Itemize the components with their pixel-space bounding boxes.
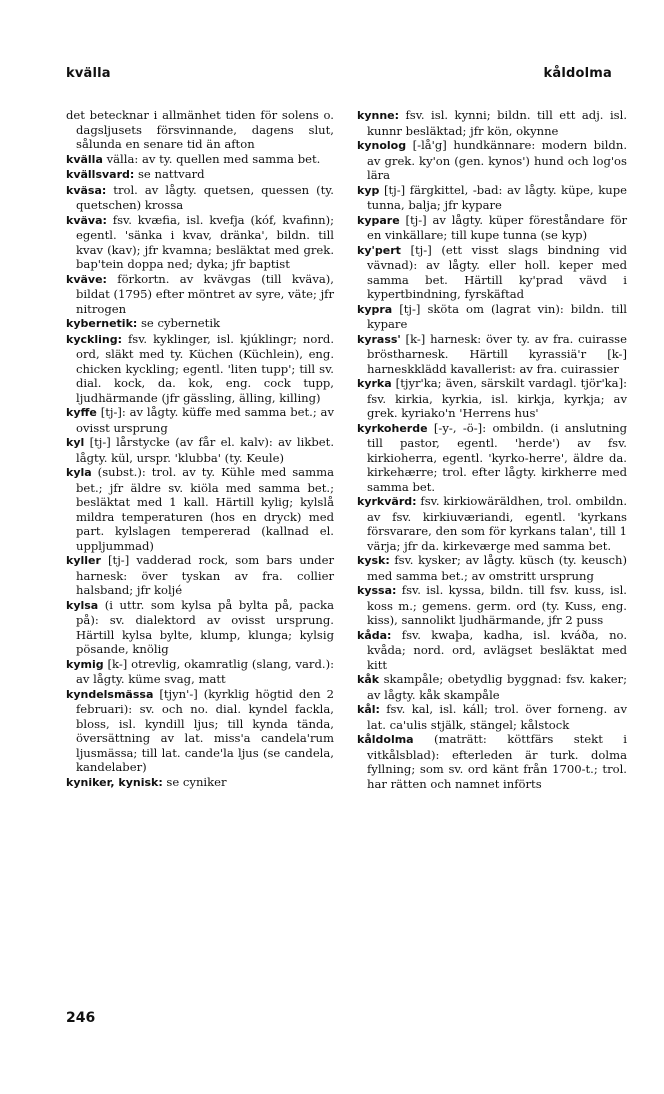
dictionary-entry [357,332,627,377]
dictionary-entry [357,138,627,183]
headword: kyl [66,436,85,449]
entry-text: [tjyn'-] (kyrklig högtid den 2 februari): sv. och no. dial. kyndel fackla, bloss, isl. kyndill ljus; till kynda tända, översättning av lat. miss'a candela'rum ljusmässa; till lat. cande'la ljus (se candela, kandelaber) [76,686,334,774]
dictionary-entry [66,108,334,152]
entry-text: (i uttr. som kylsa på bylta på, packa på): sv. dialektord av ovisst ursprung. Härtill kylsa bylte, klump, klunga; kylsig pösande, knölig [76,597,334,656]
dictionary-entry [357,243,627,302]
headword: kyffe [66,406,97,419]
entry-text: (maträtt: köttfärs stekt i vitkålsblad): efterleden är turk. dolma fyllning; som sv. ord känt från 1700-t.; trol. har rätten och namnet införts [367,732,627,791]
dictionary-entry [357,732,627,791]
dictionary-entry [66,553,334,598]
dictionary-entry [357,183,627,213]
headword: kyller [66,554,101,567]
headword: kyrkvärd: [357,495,417,508]
dictionary-entry [357,376,627,421]
entry-text: [-y-, -ö-]: ombildn. (i anslutning till pastor, egentl. 'herde') av fsv. kirkioherra, egentl. 'kyrko-herre', äldre da. kirkehærre; trol. efter lågty. kirkherre med samma bet. [367,420,628,494]
entry-text: det betecknar i allmänhet tiden för solens o. dagsljusets försvinnande, dagens slut, sålunda en senare tid än afton [66,108,334,151]
headword: kyla [66,466,92,479]
headword: kybernetik: [66,317,138,330]
dictionary-entry [66,598,334,657]
running-header-left: kvälla [66,66,111,81]
entry-text: trol. av lågty. quetsen, quessen (ty. quetschen) krossa [76,182,334,212]
entry-text: [tj-] (ett visst slags bindning vid vävnad): av lågty. eller holl. keper med samma bet. Härtill ky'prad vävd i kypertbindning, fyrskäftad [367,242,627,301]
entry-text: förkortn. av kvävgas (till kväva), bildat (1795) efter möntret av syre, väte; jfr nitrogen [76,271,334,316]
headword: kväve: [66,272,107,286]
dictionary-entry [357,628,627,673]
headword: kypra [357,302,393,316]
entry-text: [tj-] sköta om (lagrat vin): bildn. till kypare [367,301,628,331]
entry-text: (subst.): trol. av ty. Kühle med samma bet.; jfr äldre sv. kiöla med samma bet.; besläktat med 1 kall. Härtill kylig; kylslå mildra temperaturen (hos en dryck) med part. kylslagen tempererad (kallnad el. uppljummad) [76,465,334,553]
dictionary-entry [66,687,334,775]
headword: kåda: [357,628,392,642]
dictionary-entry [66,213,334,272]
headword: kymig [66,657,104,671]
dictionary-entry [66,316,334,332]
entry-text: [-lå'g] hundkännare: modern bildn. av grek. ky'on (gen. kynos') hund och log'os lära [367,138,628,182]
entry-text: [tj-] vadderad rock, som bars under harnesk: över tyskan av fra. collier halsband; jfr koljé [76,553,335,597]
headword: kvällsvard: [66,168,135,181]
dictionary-entry [357,213,627,243]
dictionary-entry [357,672,627,702]
entry-text: [k-] harnesk: över ty. av fra. cuirasse bröstharnesk. Härtill kyrassiä'r [k-] harneskklädd kavallerist: av fra. cuirassier [367,331,627,376]
dictionary-entry [66,435,334,465]
headword: kysk: [357,554,390,567]
headword: kypare [357,213,400,227]
headword: kyrass' [357,332,401,346]
dictionary-entry [66,183,334,213]
headword: kåldolma [357,733,414,746]
dictionary-entry [357,302,627,332]
dictionary-entry [357,702,627,732]
dictionary-entry [357,421,627,495]
dictionary-entry [357,108,627,138]
headword: kyckling: [66,332,122,346]
entry-text: se cyniker [166,774,227,789]
entry-text: [tj-] färgkittel, -bad: av lågty. küpe, kupe tunna, balja; jfr kypare [367,182,627,212]
headword: kyniker, kynisk: [66,775,163,789]
page-number: 246 [66,1010,96,1026]
entry-text: fsv. isl. kynni; bildn. till ett adj. isl. kunnr besläktad; jfr kön, okynne [367,108,628,138]
headword: kyp [357,183,380,197]
dictionary-entry [66,167,334,183]
headword: kynne: [357,109,400,122]
entry-text: se nattvard [137,167,205,181]
entry-text: fsv. kal, isl. káll; trol. över forneng. av lat. ca'ulis stjälk, stängel; kålstock [367,702,627,732]
entry-text: fsv. kysker; av lågty. küsch (ty. keusch) med samma bet.; av omstritt ursprung [367,553,627,583]
dictionary-entry [357,494,627,553]
right-column [357,108,627,791]
left-column [66,108,334,790]
entry-text: fsv. kvæfia, isl. kvefja (kóf, kvafinn); egentl. 'sänka i kvav, dränka', bildn. till kvav (kav); jfr kvamna; besläktat med grek. bap'tein doppa ned; dyka; jfr baptist [76,212,334,271]
dictionary-entry [66,657,334,687]
headword: kåk [357,673,380,686]
entry-text: fsv. kyklinger, isl. kjúklingr; nord. ord, släkt med ty. Küchen (Küchlein), eng. chicken kyckling; egentl. 'liten tupp'; till sv. dial. kock, da. kok, eng. cock tupp, ljudhärmande (jfr gässling, älling, killing) [76,331,334,405]
headword: ky'pert [357,243,401,257]
headword: kväva: [66,213,107,227]
headword: kylsa [66,598,99,612]
headword: kyssa: [357,584,397,597]
entry-text: [tjyr'ka; även, särskilt vardagl. tjör'ka]: fsv. kirkia, kyrkia, isl. kirkja, kyrkja; av grek. kyriako'n 'Herrens hus' [367,376,627,420]
dictionary-entry [66,152,334,168]
dictionary-entry [66,332,334,406]
entry-text: välla: av ty. quellen med samma bet. [106,151,321,166]
entry-text: [k-] otrevlig, okamratlig (slang, vard.): av lågty. küme svag, matt [76,656,334,686]
entry-text: se cybernetik [140,316,221,330]
entry-text: [tj-] lårstycke (av får el. kalv): av likbet. lågty. kül, urspr. 'klubba' (ty. Keule) [76,435,335,465]
entry-text: fsv. kwaþa, kadha, isl. kváða, no. kvåda; nord. ord, avlägset besläktat med kitt [367,627,628,672]
headword: kynolog [357,139,407,152]
headword: kyndelsmässa [66,687,154,701]
headword: kyrka [357,377,392,390]
entry-text: [tj-] av lågty. küper föreståndare för en vinkällare; till kupe tunna (se kyp) [367,212,628,242]
dictionary-entry [66,775,334,791]
entry-text: fsv. isl. kyssa, bildn. till fsv. kuss, isl. koss m.; gemens. germ. ord (ty. Kuss, eng. kiss), sannolikt ljudhärmande, jfr 2 puss [367,583,627,627]
dictionary-entry [66,405,334,435]
dictionary-entry [357,583,627,628]
headword: kvälla [66,152,103,166]
headword: kyrkoherde [357,421,428,435]
dictionary-entry [357,553,627,583]
entry-text: fsv. kirkiowäräldhen, trol. ombildn. av fsv. kirkiuværiandi, egentl. 'kyrkans försvarare, den som för kyrkans talan', till 1 värja; jfr da. kirkeværge med samma bet. [367,494,627,553]
headword: kväsa: [66,183,107,197]
dictionary-entry [66,272,334,317]
running-header-right: kåldolma [543,66,612,81]
entry-text: skampåle; obetydlig byggnad: fsv. kaker; av lågty. kåk skampåle [367,672,627,702]
headword: kål: [357,703,380,716]
entry-text: [tj-]: av lågty. küffe med samma bet.; av ovisst ursprung [76,405,335,435]
dictionary-entry [66,465,334,553]
